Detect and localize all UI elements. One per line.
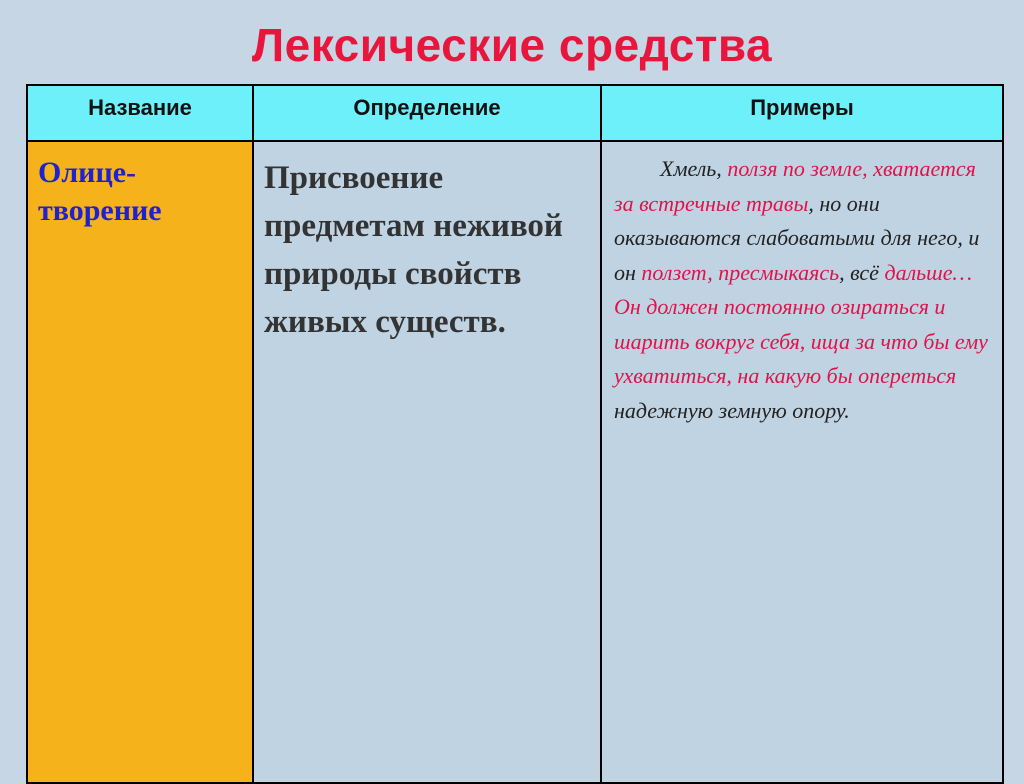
table-header-row — [28, 86, 1002, 142]
example-segment-highlight: ползя по земле, хватается за встречные травы — [614, 156, 976, 216]
example-cell — [614, 152, 994, 428]
header-definition: Определение — [353, 95, 501, 120]
example-segment: Хмель, — [660, 156, 728, 181]
slide-title: Лексические средства — [251, 19, 773, 71]
example-segment: , но они оказываются слабоватыми для него, и он — [614, 190, 980, 285]
example-segment-highlight: дальше…Он должен постоянно озираться и шарить вокруг себя, ища за что бы ему ухватиться, на какую бы опереться — [614, 259, 988, 388]
header-name: Название — [88, 95, 192, 120]
term-name-line-2: творение — [38, 194, 162, 227]
lexical-means-table — [26, 84, 1004, 784]
example-segment-highlight: ползет, пресмыкаясь — [641, 259, 840, 285]
example-segment: , всё — [839, 259, 885, 285]
name-column-fill — [28, 142, 252, 782]
example-segment: надежную земную опору. — [614, 397, 850, 423]
definition-cell: Присвоение предметам неживой природы свойств живых существ. — [264, 160, 563, 340]
header-examples: Примеры — [750, 95, 854, 120]
term-name-line-1: Олице- — [38, 156, 137, 189]
column-divider-1 — [252, 86, 254, 782]
term-name-cell — [38, 154, 248, 230]
